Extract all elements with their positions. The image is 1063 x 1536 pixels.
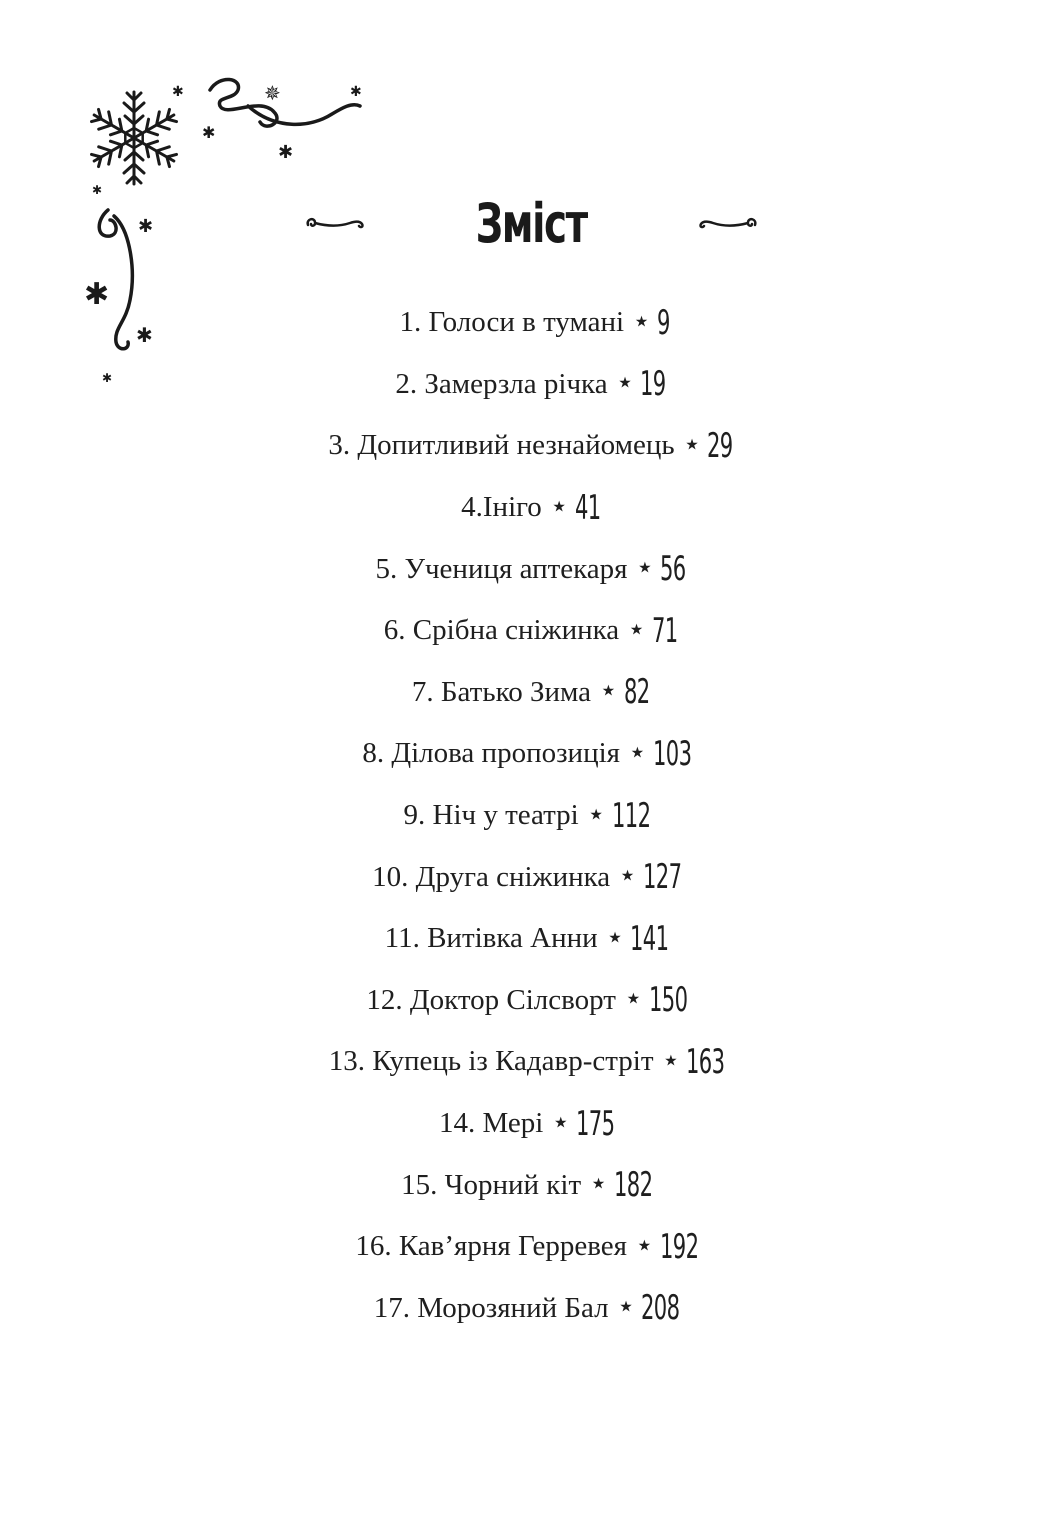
toc-entry <box>0 908 1063 970</box>
toc-chapter-title: 10. Друга сніжинка <box>372 860 611 893</box>
toc-entry <box>0 1154 1063 1216</box>
toc-chapter-title: 16. Кав’ярня Герревея <box>355 1230 627 1263</box>
toc-entry <box>0 354 1063 416</box>
toc-chapter-title: 15. Чорний кіт <box>401 1168 582 1201</box>
star-icon: ✱ <box>84 277 110 312</box>
toc-page-number: 71 <box>651 610 678 651</box>
table-of-contents <box>0 292 1063 1339</box>
toc-page-number: 150 <box>648 980 688 1021</box>
star-separator-icon: ⋆ <box>618 859 637 893</box>
toc-page-number: 175 <box>576 1103 615 1144</box>
star-separator-icon: ⋆ <box>586 797 606 831</box>
toc-chapter-title: 17. Морозяний Бал <box>373 1291 609 1324</box>
star-separator-icon: ⋆ <box>599 674 618 708</box>
star-separator-icon: ⋆ <box>632 304 651 338</box>
star-separator-icon: ⋆ <box>623 982 643 1016</box>
toc-chapter-title: 1. Голоси в тумані <box>399 306 625 339</box>
toc-entry <box>0 292 1063 354</box>
toc-chapter-title: 3. Допитливий незнайомець <box>328 429 675 462</box>
swirl-icon <box>210 79 360 126</box>
toc-chapter-title: 13. Купець із Кадавр-стріт <box>328 1045 654 1078</box>
toc-entry <box>0 415 1063 477</box>
toc-page-number: 141 <box>630 918 669 959</box>
toc-page-number: 163 <box>686 1041 725 1082</box>
toc-chapter-title: 11. Витівка Анни <box>384 922 598 955</box>
toc-entry <box>0 662 1063 724</box>
toc-page-number: 41 <box>574 487 601 528</box>
toc-chapter-title: 6. Срібна сніжинка <box>383 614 620 647</box>
toc-entry <box>0 723 1063 785</box>
star-separator-icon: ⋆ <box>635 551 655 585</box>
title-row <box>0 178 1063 268</box>
toc-entry <box>0 846 1063 908</box>
star-separator-icon: ⋆ <box>682 427 702 461</box>
toc-chapter-title: 4.Ініго <box>461 491 542 524</box>
star-icon: ✵ <box>264 81 281 105</box>
toc-entry <box>0 970 1063 1032</box>
scroll-flourish-icon <box>304 213 368 233</box>
toc-chapter-title: 2. Замерзла річка <box>395 367 608 400</box>
toc-page-number: 29 <box>707 425 733 466</box>
toc-chapter-title: 7. Батько Зима <box>411 675 592 708</box>
toc-page-number: 182 <box>613 1165 653 1206</box>
snowflake-icon <box>89 92 179 184</box>
star-separator-icon: ⋆ <box>627 612 646 646</box>
toc-chapter-title: 5. Учениця аптекаря <box>375 552 628 585</box>
star-separator-icon: ⋆ <box>605 920 625 954</box>
star-icon: ✱ <box>138 216 154 237</box>
star-separator-icon: ⋆ <box>661 1043 681 1077</box>
toc-page-number: 127 <box>642 857 682 898</box>
toc-entry <box>0 1278 1063 1340</box>
toc-page-number: 112 <box>611 795 650 836</box>
star-icon: ✱ <box>102 371 113 385</box>
toc-entry <box>0 477 1063 539</box>
star-separator-icon: ⋆ <box>551 1105 571 1139</box>
star-separator-icon: ⋆ <box>634 1228 654 1262</box>
toc-page-number: 192 <box>659 1226 699 1267</box>
toc-page-number: 103 <box>652 733 692 774</box>
star-separator-icon: ⋆ <box>589 1167 608 1201</box>
toc-chapter-title: 8. Ділова пропозиція <box>362 737 620 770</box>
toc-page-number: 82 <box>623 672 650 713</box>
star-icon: ✱ <box>136 323 153 347</box>
star-separator-icon: ⋆ <box>616 1290 636 1324</box>
toc-entry <box>0 1216 1063 1278</box>
toc-page-number: 19 <box>640 364 666 405</box>
star-icon: ✱ <box>350 84 362 100</box>
scroll-flourish-icon <box>695 213 759 233</box>
toc-page-number: 9 <box>656 302 670 343</box>
toc-entry <box>0 538 1063 600</box>
toc-entry <box>0 785 1063 847</box>
toc-page-number: 56 <box>660 549 686 590</box>
page-title: Зміст <box>475 191 588 255</box>
toc-entry <box>0 1031 1063 1093</box>
toc-entry <box>0 600 1063 662</box>
star-separator-icon: ⋆ <box>615 366 635 400</box>
toc-chapter-title: 9. Ніч у театрі <box>403 799 579 832</box>
toc-chapter-title: 12. Доктор Сілсворт <box>366 983 616 1016</box>
toc-entry <box>0 1093 1063 1155</box>
star-icon: ✱ <box>202 123 216 142</box>
star-icon: ✱ <box>172 84 184 100</box>
star-separator-icon: ⋆ <box>628 735 647 769</box>
toc-page-number: 208 <box>641 1288 680 1329</box>
star-separator-icon: ⋆ <box>549 489 569 523</box>
star-icon: ✱ <box>92 183 103 197</box>
toc-chapter-title: 14. Мері <box>438 1107 544 1140</box>
star-icon: ✱ <box>278 142 294 163</box>
